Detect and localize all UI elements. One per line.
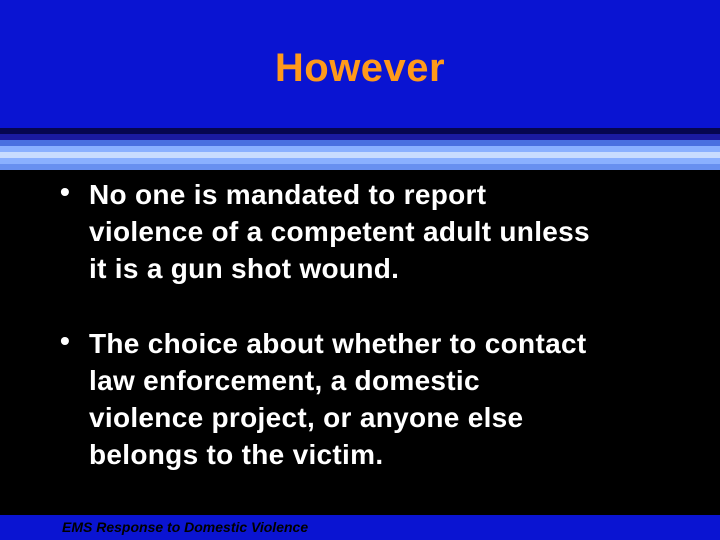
slide-body [0,170,720,515]
bullet-2-line-3: violence project, or anyone else [89,402,524,433]
divider-stripes [0,128,720,170]
bullet-1-line-1: No one is mandated to report [89,179,487,210]
bullet-text-1 [89,176,689,287]
bullet-marker-2: • [60,325,70,356]
bullet-1-line-2: violence of a competent adult unless [89,216,590,247]
bullet-2-line-1: The choice about whether to contact [89,328,587,359]
bullet-marker-1: • [60,176,70,207]
bullet-2-line-4: belongs to the victim. [89,439,384,470]
slide-header [0,0,720,128]
footer-text: EMS Response to Domestic Violence [62,519,309,535]
bullet-text-2 [89,325,689,473]
slide-title: However [274,46,446,90]
bullet-1-line-3: it is a gun shot wound. [89,253,400,284]
bullet-2-line-2: law enforcement, a domestic [89,365,480,396]
slide-footer [0,515,720,540]
